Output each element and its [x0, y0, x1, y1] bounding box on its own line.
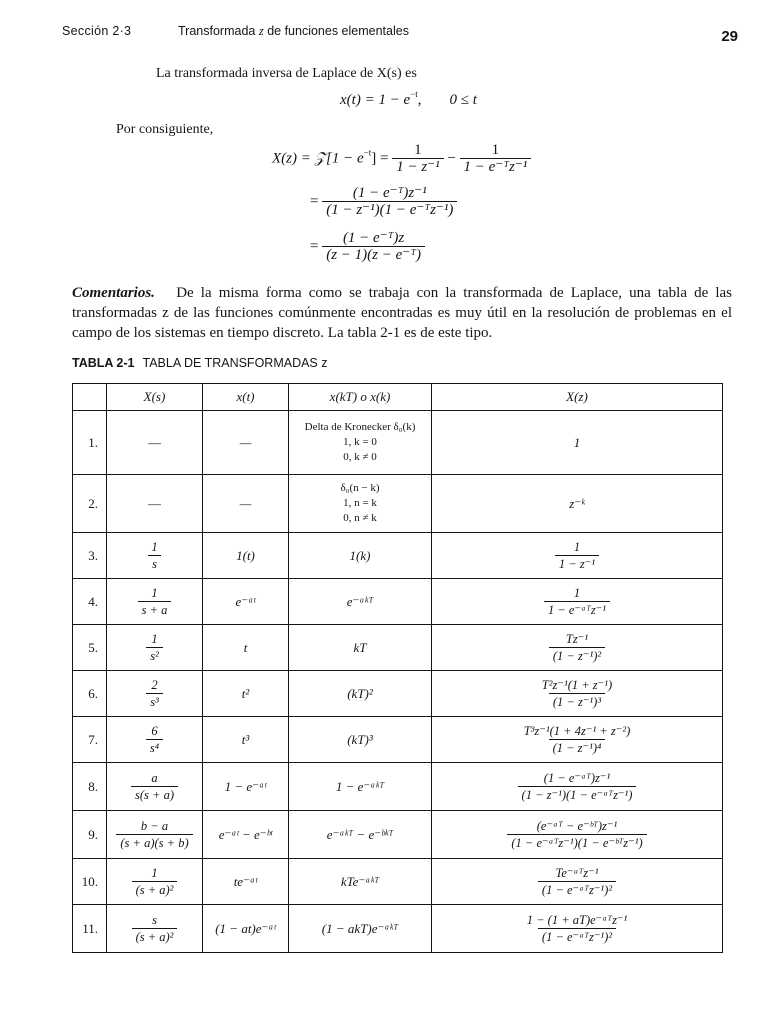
- consequently-line: Por consiguiente,: [116, 122, 214, 137]
- kronecker-definition: Delta de Kronecker δ₀(k) 1, k = 0 0, k ≠ 0: [304, 421, 416, 463]
- Xs-fraction: $\frac{1}{s}$: [147, 540, 161, 572]
- row-number: 10.: [73, 859, 107, 905]
- cell-Xz: 1: [432, 411, 723, 475]
- header-index: [73, 384, 107, 411]
- cell-xkT: e⁻ᵃᵏᵀ − e⁻ᵇᵏᵀ: [289, 811, 432, 859]
- cell-Xs: [107, 717, 203, 763]
- cell-xkT: kTe⁻ᵃᵏᵀ: [289, 859, 432, 905]
- row-number: 11.: [73, 905, 107, 953]
- fraction: $\frac{\text{(1 − e⁻ᵀ)z⁻¹}}{\text{(1 − z⁻¹)(1 − e⁻ᵀz⁻¹)}}$: [322, 186, 457, 218]
- Xs-fraction: $\frac{6}{\text{s⁴}}$: [146, 724, 163, 756]
- Xs-fraction: $\frac{1}{\text{s²}}$: [146, 632, 163, 664]
- cell-xt: te⁻ᵃᵗ: [203, 859, 289, 905]
- cell-xt: 1(t): [203, 533, 289, 579]
- header-xkT: x(kT) o x(k): [289, 384, 432, 411]
- cell-Xs: [107, 671, 203, 717]
- cell-xt: —: [203, 475, 289, 533]
- header-xt: x(t): [203, 384, 289, 411]
- Xz-fraction: $\frac{1}{\text{1 − z⁻¹}}$: [555, 540, 599, 572]
- running-header: [62, 22, 738, 45]
- cell-xt: t³: [203, 717, 289, 763]
- cell-xt: —: [203, 411, 289, 475]
- Xs-fraction: $\frac{2}{\text{s³}}$: [146, 678, 163, 710]
- cell-Xz: [432, 579, 723, 625]
- cell-Xz: [432, 671, 723, 717]
- row-number: 8.: [73, 763, 107, 811]
- cell-xt: e⁻ᵃᵗ: [203, 579, 289, 625]
- Xs-fraction: $\frac{1}{s + a}$: [138, 586, 172, 618]
- row-number: 1.: [73, 411, 107, 475]
- cell-Xz: [432, 533, 723, 579]
- z-transform-table: [72, 383, 723, 953]
- cell-Xs: —: [107, 411, 203, 475]
- comments-paragraph: [72, 283, 732, 343]
- row-number: 7.: [73, 717, 107, 763]
- cell-xkT: 1 − e⁻ᵃᵏᵀ: [289, 763, 432, 811]
- fraction: $\frac{\text{(1 − e⁻ᵀ)z}}{\text{(z − 1)(z − e⁻ᵀ)}}$: [322, 231, 425, 263]
- Xs-fraction: $\frac{s}{\text{(s + a)²}}$: [132, 913, 178, 945]
- cell-Xz: [432, 625, 723, 671]
- row-number: 6.: [73, 671, 107, 717]
- equation-x-of-t: $x(t) = 1 - e^{-t}$, 0 ≤ t: [340, 89, 477, 108]
- table-body: [73, 411, 723, 953]
- Xz-fraction: $\frac{\text{T²z⁻¹(1 + z⁻¹)}}{\text{(1 − z⁻¹)³}}$: [541, 677, 613, 709]
- cell-Xz: z⁻ᵏ: [432, 475, 723, 533]
- table-row: [73, 717, 723, 763]
- cell-xt: t: [203, 625, 289, 671]
- Xz-fraction: $\frac{\text{Te⁻ᵃᵀz⁻¹}}{\text{(1 − e⁻ᵃᵀz⁻¹)²}}$: [538, 866, 616, 898]
- cell-xkT: 1(k): [289, 533, 432, 579]
- Xs-fraction: $\frac{a}{s(s + a)}$: [131, 771, 178, 803]
- derivation-line-3: = $\frac{\text{(1 − e⁻ᵀ)z}}{\text{(z − 1)(z − e⁻ᵀ)}}$: [310, 231, 425, 263]
- cell-Xs: [107, 533, 203, 579]
- header-Xs: X(s): [107, 384, 203, 411]
- cell-xkT: kT: [289, 625, 432, 671]
- cell-Xz: [432, 811, 723, 859]
- cell-xt: (1 − at)e⁻ᵃᵗ: [203, 905, 289, 953]
- cell-Xs: [107, 579, 203, 625]
- cell-xkT: (kT)²: [289, 671, 432, 717]
- table-header-row: [73, 384, 723, 411]
- cell-xkT: (1 − akT)e⁻ᵃᵏᵀ: [289, 905, 432, 953]
- fraction: $\frac{1}{\text{1 − e⁻ᵀz⁻¹}}$: [460, 143, 532, 175]
- table-row: [73, 859, 723, 905]
- cell-Xs: [107, 763, 203, 811]
- kronecker-definition: δ₀(n − k) 1, n = k 0, n ≠ k: [340, 482, 380, 524]
- row-number: 9.: [73, 811, 107, 859]
- cell-xt: 1 − e⁻ᵃᵗ: [203, 763, 289, 811]
- row-number: 2.: [73, 475, 107, 533]
- section-label: Sección 2·3: [62, 24, 132, 38]
- cell-Xz: [432, 905, 723, 953]
- row-number: 4.: [73, 579, 107, 625]
- Xz-fraction: $\frac{\text{Tz⁻¹}}{\text{(1 − z⁻¹)²}}$: [549, 632, 605, 664]
- cell-Xz: [432, 763, 723, 811]
- fraction: $\frac{1}{\text{1 − z⁻¹}}$: [392, 143, 443, 175]
- cell-xkT: [289, 475, 432, 533]
- table-row: [73, 475, 723, 533]
- section-title: Transformada z de funciones elementales: [178, 24, 409, 38]
- table-row: [73, 533, 723, 579]
- table-row: [73, 625, 723, 671]
- cell-Xs: [107, 811, 203, 859]
- Xz-fraction: $\frac{\text{1 − (1 + aT)e⁻ᵃᵀz⁻¹}}{\text{(1 − e⁻ᵃᵀz⁻¹)²}}$: [526, 912, 628, 944]
- Xz-fraction: $\frac{\text{T³z⁻¹(1 + 4z⁻¹ + z⁻²)}}{\text{(1 − z⁻¹)⁴}}$: [523, 723, 631, 755]
- page-number: 29: [721, 28, 738, 45]
- row-number: 5.: [73, 625, 107, 671]
- derivation-line-2: = $\frac{\text{(1 − e⁻ᵀ)z⁻¹}}{\text{(1 − z⁻¹)(1 − e⁻ᵀz⁻¹)}}$: [310, 186, 457, 218]
- comments-text: De la misma forma como se trabaja con la transformada de Laplace, una tabla de las transformadas z de las funciones comúnmente encontradas es muy útil en la resolución de problemas en el campo de los sistemas en tiempo discreto. La tabla 2-1 es de este tipo.: [72, 285, 732, 341]
- Xs-fraction: $\frac{1}{\text{(s + a)²}}$: [132, 866, 178, 898]
- cell-Xs: [107, 625, 203, 671]
- derivation-line-1: X(z) = 𝒵[1 − $e^{-t}$] = $\frac{1}{\text{1 − z⁻¹}}$ − $\frac{1}{\text{1 − e⁻ᵀz⁻¹}}$: [272, 143, 531, 175]
- cell-Xz: [432, 859, 723, 905]
- cell-xkT: [289, 411, 432, 475]
- Xz-fraction: $\frac{\text{(e⁻ᵃᵀ − e⁻ᵇᵀ)z⁻¹}}{\text{(1 − e⁻ᵃᵀz⁻¹)(1 − e⁻ᵇᵀz⁻¹)}}$: [507, 819, 646, 851]
- row-number: 3.: [73, 533, 107, 579]
- cell-Xs: [107, 859, 203, 905]
- cell-xkT: e⁻ᵃᵏᵀ: [289, 579, 432, 625]
- cell-xt: t²: [203, 671, 289, 717]
- table-row: [73, 579, 723, 625]
- table-row: [73, 411, 723, 475]
- Xz-fraction: $\frac{1}{\text{1 − e⁻ᵃᵀz⁻¹}}$: [544, 586, 610, 618]
- cell-xkT: (kT)³: [289, 717, 432, 763]
- comments-label: Comentarios.: [72, 285, 155, 301]
- intro-line: La transformada inversa de Laplace de X(s) es: [156, 66, 417, 81]
- header-Xz: X(z): [432, 384, 723, 411]
- table-caption: TABLA 2-1 TABLA DE TRANSFORMADAS z: [72, 356, 328, 370]
- cell-Xs: [107, 905, 203, 953]
- cell-xt: e⁻ᵃᵗ − e⁻ᵇᵗ: [203, 811, 289, 859]
- table-row: [73, 763, 723, 811]
- cell-Xs: —: [107, 475, 203, 533]
- Xz-fraction: $\frac{\text{(1 − e⁻ᵃᵀ)z⁻¹}}{\text{(1 − z⁻¹)(1 − e⁻ᵃᵀz⁻¹)}}$: [518, 771, 637, 803]
- Xs-fraction: $\frac{b - a}{(s + a)(s + b)}$: [116, 819, 192, 851]
- table-row: [73, 905, 723, 953]
- cell-Xz: [432, 717, 723, 763]
- table-row: [73, 671, 723, 717]
- table-row: [73, 811, 723, 859]
